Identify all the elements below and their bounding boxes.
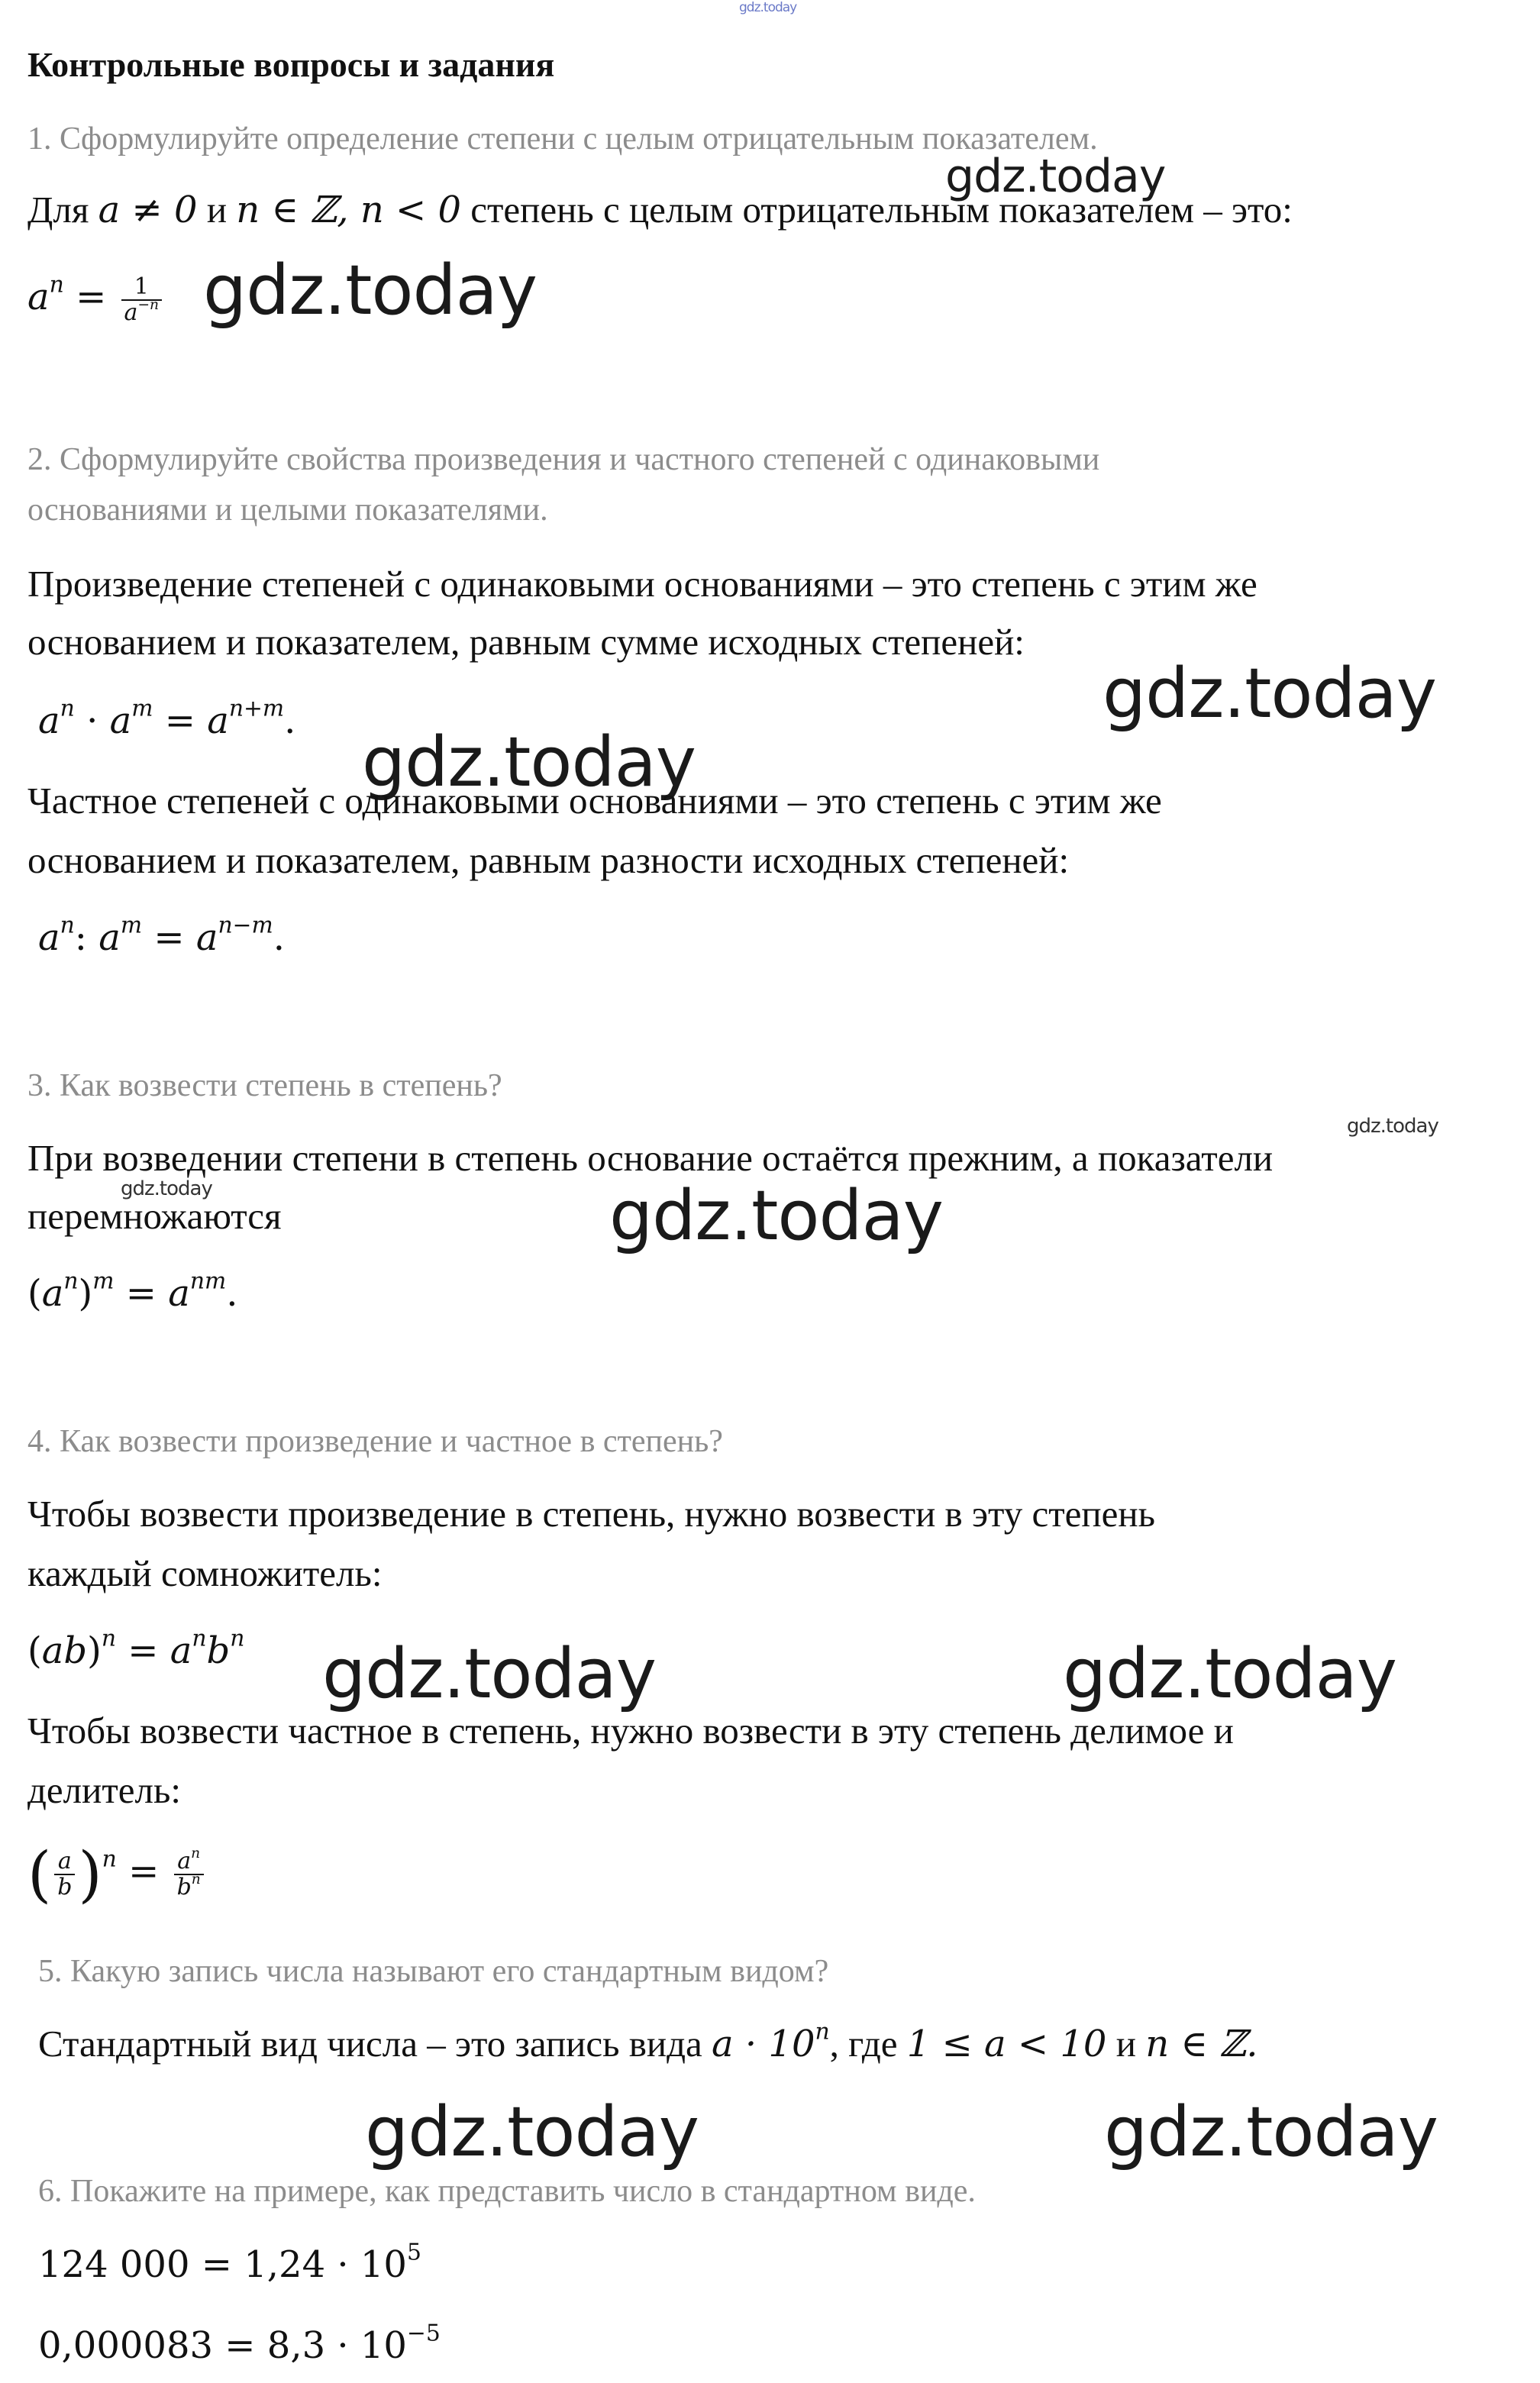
answer-4-quotient-line1: Чтобы возвести частное в степень, нужно возвести в эту степень делимое и	[27, 1710, 1234, 1752]
formula-power-of-quotient: ( $\frac{a}{b}$ )$^n$ = $\frac{a^n}{b^n}$	[27, 1839, 207, 1910]
watermark: gdz.today	[1103, 654, 1437, 734]
fraction: $\frac{1}{a^{-n}}$	[121, 275, 162, 325]
answer-4-quotient-line2: делитель:	[27, 1769, 181, 1811]
question-2-line1: 2. Сформулируйте свойства произведения и частного степеней с одинаковыми	[27, 442, 1100, 477]
question-2-line2: основаниями и целыми показателями.	[27, 492, 548, 528]
question-1: 1. Сформулируйте определение степени с целым отрицательным показателем.	[27, 121, 1098, 157]
answer-1-and: и	[206, 189, 228, 231]
answer-4-product-line1: Чтобы возвести произведение в степень, нужно возвести в эту степень	[27, 1493, 1155, 1535]
answer-1-cond-n: n ∈ ℤ, n < 0	[236, 189, 461, 231]
formula-power-of-product: $(ab)^n = a^nb^n$	[27, 1625, 245, 1672]
watermark: gdz.today	[1104, 2092, 1438, 2172]
answer-3-line2: перемножаются	[27, 1195, 282, 1237]
question-6: 6. Покажите на примере, как представить число в стандартном виде.	[38, 2174, 976, 2209]
watermark-small: gdz.today	[1347, 1115, 1438, 1138]
watermark: gdz.today	[362, 722, 696, 802]
formula-product-of-powers: $a^n \cdot a^m = a^{n+m}$.	[38, 695, 296, 742]
answer-2-product-line2: основанием и показателем, равным сумме исходных степеней:	[27, 621, 1025, 663]
answer-4-product-line2: каждый сомножитель:	[27, 1552, 383, 1594]
answer-1-cond-a: a ≠ 0	[98, 189, 198, 231]
watermark: gdz.today	[945, 150, 1166, 203]
question-5: 5. Какую запись числа называют его стандартным видом?	[38, 1954, 829, 1989]
watermark: gdz.today	[609, 1176, 944, 1256]
watermark: gdz.today	[203, 250, 538, 331]
answer-3-line1: При возведении степени в степень основание остаётся прежним, а показатели	[27, 1137, 1274, 1179]
answer-5: Стандартный вид числа – это запись вида $a \cdot 10^n$, где 1 ≤ a < 10 и n ∈ ℤ.	[38, 2018, 1258, 2065]
formula-negative-exponent: $a^n$ = $\frac{1}{a^{-n}}$	[27, 275, 165, 325]
page-title: Контрольные вопросы и задания	[27, 45, 555, 84]
answer-2-product-line1: Произведение степеней с одинаковыми основаниями – это степень с этим же	[27, 563, 1258, 605]
question-3: 3. Как возвести степень в степень?	[27, 1068, 502, 1103]
example-2: $0,000083 = 8,3 \cdot 10^{-5}$	[38, 2320, 441, 2367]
watermark: gdz.today	[322, 1634, 657, 1714]
question-4: 4. Как возвести произведение и частное в степень?	[27, 1424, 723, 1459]
formula-quotient-of-powers: $a^n$: $a^m = a^{n-m}$.	[38, 912, 286, 959]
formula-power-of-power: $(a^n)^m = a^{nm}$.	[27, 1267, 238, 1315]
watermark: gdz.today	[1063, 1634, 1397, 1714]
watermark-small: gdz.today	[121, 1177, 212, 1200]
watermark-top: gdz.today	[739, 0, 797, 15]
answer-2-quotient-line2: основанием и показателем, равным разности исходных степеней:	[27, 839, 1070, 881]
answer-1-prefix: Для	[27, 189, 89, 231]
answer-1-suffix: степень с целым отрицательным показателем – это:	[470, 189, 1293, 231]
watermark: gdz.today	[365, 2092, 699, 2172]
example-1: 124 $000 = 1,24 \cdot 10^5$	[38, 2239, 421, 2286]
answer-2-quotient-line1: Частное степеней с одинаковыми основаниями – это степень с этим же	[27, 780, 1162, 822]
